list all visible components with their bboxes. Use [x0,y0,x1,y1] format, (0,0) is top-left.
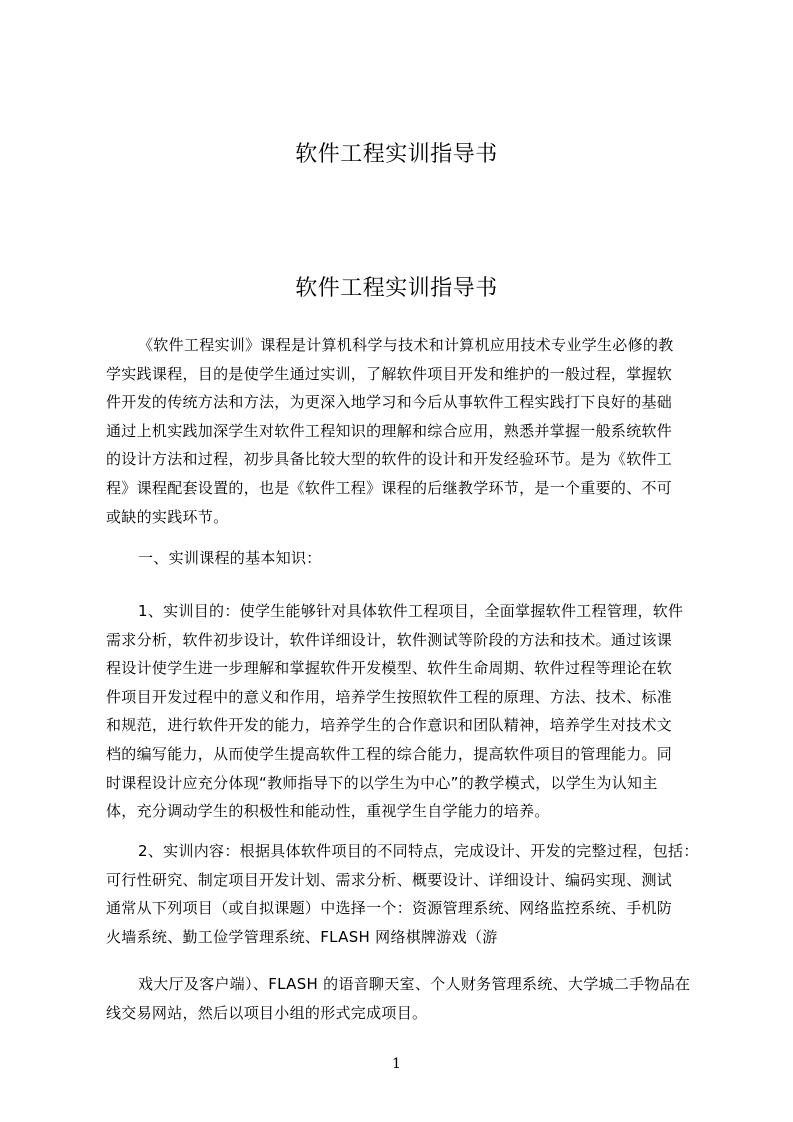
item2-paragraph [106,837,718,951]
continuation-paragraph [106,970,718,1027]
paragraph-line: 或缺的实践环节。 [106,507,229,526]
paragraph-line: 件开发的传统方法和方法，为更深入地学习和今后从事软件工程实践打下良好的基础 [106,393,673,412]
paragraph-line: 1、实训目的：使学生能够针对具体软件工程项目，全面掌握软件工程管理，软件 [138,602,684,620]
paragraph-line: 通常从下列项目（或自拟课题）中选择一个：资源管理系统、网络监控系统、手机防 [106,899,673,918]
paragraph-line: 戏大厅及客户端）、FLASH 的语音聊天室、个人财务管理系统、大学城二手物品在 [138,975,691,993]
page-number: 1 [392,1056,401,1072]
section-heading-text: 一、实训课程的基本知识： [138,549,322,567]
paragraph-line: 火墙系统、勤工俭学管理系统、FLASH 网络棋牌游戏（游 [106,927,498,946]
paragraph-line: 体，充分调动学生的积极性和能动性，重视学生自学能力的培养。 [106,802,550,821]
section-heading [106,544,718,573]
paragraph-line: 件项目开发过程中的意义和作用，培养学生按照软件工程的原理、方法、技术、标准 [106,687,673,706]
intro-paragraph [106,331,718,531]
paragraph-line: 程》课程配套设置的，也是《软件工程》课程的后继教学环节，是一个重要的、不可 [106,478,673,497]
paragraph-line: 程设计使学生进一步理解和掌握软件开发模型、软件生命周期、软件过程等理论在软 [106,659,673,678]
paragraph-line: 学实践课程，目的是使学生通过实训，了解软件项目开发和维护的一般过程，掌握软 [106,364,673,383]
header-title: 软件工程实训指导书 [295,142,498,167]
main-title: 软件工程实训指导书 [295,276,498,301]
paragraph-line: 的设计方法和过程，初步具备比较大型的软件的设计和开发经验环节。是为《软件工 [106,450,673,469]
paragraph-line: 《软件工程实训》课程是计算机科学与技术和计算机应用技术专业学生必修的教 [138,336,674,354]
item1-paragraph [106,597,718,826]
paragraph-line: 时课程设计应充分体现“教师指导下的以学生为中心”的教学模式，以学生为认知主 [106,773,658,792]
paragraph-line: 2、实训内容：根据具体软件项目的不同特点，完成设计、开发的完整过程，包括： [138,842,699,860]
paragraph-line: 档的编写能力，从而使学生提高软件工程的综合能力，提高软件项目的管理能力。同 [106,744,673,763]
paragraph-line: 和规范，进行软件开发的能力，培养学生的合作意识和团队精神，培养学生对技术文 [106,716,673,735]
paragraph-line: 需求分析，软件初步设计，软件详细设计，软件测试等阶段的方法和技术。通过该课 [106,630,673,649]
paragraph-line: 可行性研究、制定项目开发计划、需求分析、概要设计、详细设计、编码实现、测试 [106,870,673,889]
paragraph-line: 线交易网站，然后以项目小组的形式完成项目。 [106,1003,428,1022]
paragraph-line: 通过上机实践加深学生对软件工程知识的理解和综合应用，熟悉并掌握一般系统软件 [106,421,673,440]
